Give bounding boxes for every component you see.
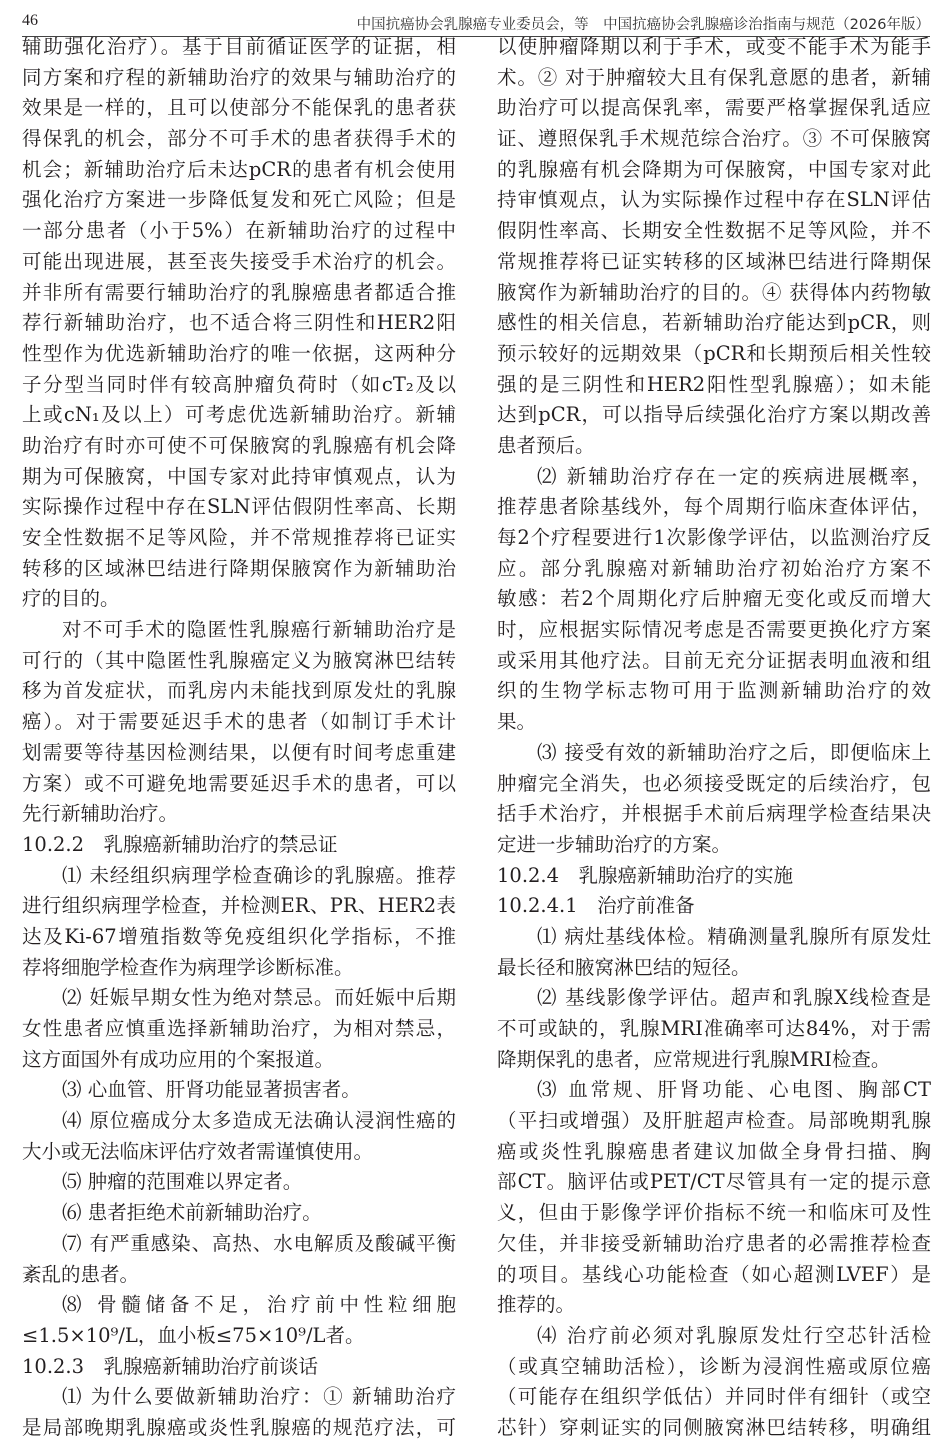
text-line: 降期保乳的患者，应常规进行乳腺MRI检查。	[497, 1047, 891, 1071]
text-line: 疗的目的。	[22, 587, 120, 611]
left-column	[22, 32, 456, 1444]
paragraph	[497, 32, 931, 462]
section-heading	[497, 891, 931, 922]
text-line: 或采用其他疗法。目前无充分证据表明血液和组	[497, 648, 931, 672]
text-line: 性型作为优选新辅助治疗的唯一依据，这两种分	[22, 341, 456, 365]
text-line: ⑵ 妊娠早期女性为绝对禁忌。而妊娠中后期	[62, 986, 456, 1010]
text-line: 术。② 对于肿瘤较大且有保乳意愿的患者，新辅	[497, 65, 931, 89]
paragraph	[22, 1382, 456, 1443]
text-line: 假阴性率高、长期安全性数据不足等风险，并不	[497, 219, 931, 243]
paragraph	[497, 983, 931, 1075]
paragraph	[22, 1198, 456, 1229]
text-line: 先行新辅助治疗。	[22, 802, 179, 826]
text-line: （可能存在组织学低估）并同时伴有细针（或空	[497, 1385, 931, 1409]
paragraph	[22, 1229, 456, 1290]
section-heading	[22, 1352, 456, 1383]
text-line: ⑴ 病灶基线体检。精确测量乳腺所有原发灶	[537, 924, 931, 948]
text-line: 是局部晚期乳腺癌或炎性乳腺癌的规范疗法，可	[22, 1415, 456, 1439]
text-line: 上或cN₁及以上）可考虑优选新辅助治疗。新辅	[22, 403, 456, 427]
text-line: ⑵ 新辅助治疗存在一定的疾病进展概率，	[537, 464, 931, 488]
text-line: 癌）。对于需要延迟手术的患者（如制订手术计	[22, 710, 456, 734]
text-line: 达到pCR，可以指导后续强化治疗方案以期改善	[497, 403, 931, 427]
text-line: 义，但由于影像学评价指标不统一和临床可及性	[497, 1201, 931, 1225]
text-line: 推荐的。	[497, 1293, 576, 1317]
paragraph	[22, 983, 456, 1075]
text-line: 实际操作过程中存在SLN评估假阴性率高、长期	[22, 495, 456, 519]
text-line: ≤1.5×10⁹/L，血小板≤75×10⁹/L者。	[22, 1323, 365, 1347]
text-line: 这方面国外有成功应用的个案报道。	[22, 1047, 335, 1071]
text-line: （或真空辅助活检），诊断为浸润性癌或原位癌	[497, 1354, 931, 1378]
text-line: 每2个疗程要进行1次影像学评估，以监测治疗反	[497, 526, 931, 549]
section-heading	[497, 861, 931, 892]
paragraph	[497, 738, 931, 861]
text-line: 的乳腺癌有机会降期为可保腋窝，中国专家对此	[497, 157, 931, 181]
text-line: 一部分患者（小于5%）在新辅助治疗的过程中	[22, 219, 456, 243]
paragraph	[497, 462, 931, 738]
text-line: ⑷ 原位癌成分太多造成无法确认浸润性癌的	[62, 1109, 456, 1133]
text-line: 女性患者应慎重选择新辅助治疗，为相对禁忌，	[22, 1017, 456, 1040]
paragraph	[497, 1075, 931, 1321]
text-line: （平扫或增强）及肝脏超声检查。局部晚期乳腺	[497, 1109, 931, 1133]
text-line: ⑷ 治疗前必须对乳腺原发灶行空芯针活检	[537, 1323, 931, 1347]
text-line: ⑶ 接受有效的新辅助治疗之后，即便临床上	[537, 740, 931, 764]
text-line: 10.2.3 乳腺癌新辅助治疗前谈话	[22, 1354, 319, 1378]
text-line: 定进一步辅助治疗的方案。	[497, 832, 732, 856]
running-title: 中国抗癌协会乳腺癌专业委员会，等 中国抗癌协会乳腺癌诊治指南与规范（2026年版）	[356, 17, 930, 33]
text-line: 10.2.2 乳腺癌新辅助治疗的禁忌证	[22, 832, 338, 856]
text-line: 可行的（其中隐匿性乳腺癌定义为腋窝淋巴结转	[22, 648, 456, 672]
text-line: 患者预后。	[497, 433, 595, 457]
paragraph	[22, 1290, 456, 1351]
text-line: 达及Ki-67增殖指数等免疫组织化学指标，不推	[22, 924, 456, 948]
text-line: 持审慎观点，认为实际操作过程中存在SLN评估	[497, 188, 931, 212]
text-line: 子分型当同时伴有较高肿瘤负荷时（如cT₂及以	[22, 372, 456, 396]
text-line: 癌或炎性乳腺癌患者建议加做全身骨扫描、胸	[497, 1139, 931, 1163]
text-line: 强化治疗方案进一步降低复发和死亡风险；但是	[22, 188, 456, 212]
text-line: 机会；新辅助治疗后未达pCR的患者有机会使用	[22, 157, 456, 181]
paragraph	[497, 1321, 931, 1444]
text-line: 紊乱的患者。	[22, 1262, 140, 1286]
text-line: 时，应根据实际情况考虑是否需要更换化疗方案	[497, 618, 931, 642]
text-line: 证、遵照保乳手术规范综合治疗。③ 不可保腋窝	[497, 127, 931, 151]
text-line: 助治疗可以提高保乳率，需要严格掌握保乳适应	[497, 96, 931, 120]
text-line: 并非所有需要行辅助治疗的乳腺癌患者都适合推	[22, 280, 456, 304]
text-line: 芯针）穿刺证实的同侧腋窝淋巴结转移，明确组	[497, 1415, 931, 1439]
text-line: 强的是三阴性和HER2阳性型乳腺癌）；如未能	[497, 372, 931, 396]
text-line: ⑻ 骨髓储备不足，治疗前中性粒细胞	[62, 1293, 456, 1317]
text-line: 感性的相关信息，若新辅助治疗能达到pCR，则	[497, 311, 931, 335]
text-line: 划需要等待基因检测结果，以便有时间考虑重建	[22, 740, 456, 764]
text-line: ⑶ 血常规、肝肾功能、心电图、胸部CT	[537, 1078, 931, 1102]
paragraph	[22, 1106, 456, 1167]
text-line: 安全性数据不足等风险，并不常规推荐将已证实	[22, 526, 456, 549]
text-line: 助治疗有时亦可使不可保腋窝的乳腺癌有机会降	[22, 433, 456, 457]
right-column	[497, 32, 931, 1444]
text-line: ⑸ 肿瘤的范围难以界定者。	[62, 1170, 303, 1194]
text-line: 可能出现进展，甚至丧失接受手术治疗的机会。	[22, 249, 456, 273]
text-line: 果。	[497, 710, 537, 734]
text-line: 最长径和腋窝淋巴结的短径。	[497, 955, 751, 979]
text-line: 预示较好的远期效果（pCR和长期预后相关性较	[497, 341, 931, 365]
text-line: 肿瘤完全消失，也必须接受既定的后续治疗，包	[497, 771, 931, 795]
text-line: 期为可保腋窝，中国专家对此持审慎观点，认为	[22, 464, 456, 488]
text-line: 10.2.4.1 治疗前准备	[497, 894, 695, 918]
text-line: 同方案和疗程的新辅助治疗的效果与辅助治疗的	[22, 65, 456, 89]
text-line: 荐行新辅助治疗，也不适合将三阴性和HER2阳	[22, 311, 456, 335]
text-line: ⑴ 未经组织病理学检查确诊的乳腺癌。推荐	[62, 863, 456, 887]
text-line: 括手术治疗，并根据手术前后病理学检查结果决	[497, 802, 931, 826]
text-line: 对不可手术的隐匿性乳腺癌行新辅助治疗是	[62, 618, 456, 642]
text-line: ⑶ 心血管、肝肾功能显著损害者。	[62, 1078, 361, 1102]
text-line: 部CT。脑评估或PET/CT尽管具有一定的提示意	[497, 1170, 931, 1194]
paragraph	[497, 922, 931, 983]
text-line: 敏感：若2个周期化疗后肿瘤无变化或反而增大	[497, 587, 931, 611]
text-line: 得保乳的机会，部分不可手术的患者获得手术的	[22, 127, 456, 151]
paragraph	[22, 1167, 456, 1198]
text-line: 推荐患者除基线外，每个周期行临床查体评估，	[497, 495, 931, 519]
text-line: 织的生物学标志物可用于监测新辅助治疗的效	[497, 679, 931, 703]
text-line: 转移的区域淋巴结进行降期保腋窝作为新辅助治	[22, 556, 456, 580]
page-number: 46	[22, 12, 38, 29]
text-line: 辅助强化治疗）。基于目前循证医学的证据，相	[22, 35, 456, 58]
text-line: 荐将细胞学检查作为病理学诊断标准。	[22, 955, 354, 979]
text-line: 10.2.4 乳腺癌新辅助治疗的实施	[497, 863, 794, 887]
text-line: ⑴ 为什么要做新辅助治疗：① 新辅助治疗	[62, 1385, 456, 1409]
paragraph	[22, 615, 456, 830]
text-line: ⑹ 患者拒绝术前新辅助治疗。	[62, 1201, 322, 1225]
paragraph	[22, 32, 456, 615]
paragraph	[22, 1075, 456, 1106]
text-line: 大小或无法临床评估疗效者需谨慎使用。	[22, 1139, 374, 1163]
text-line: 的项目。基线心功能检查（如心超测LVEF）是	[497, 1262, 931, 1286]
text-line: 效果是一样的，且可以使部分不能保乳的患者获	[22, 96, 456, 120]
text-line: 欠佳，并非接受新辅助治疗患者的必需推荐检查	[497, 1231, 931, 1255]
text-line: 腋窝作为新辅助治疗的目的。④ 获得体内药物敏	[497, 280, 931, 304]
text-line: 进行组织病理学检查，并检测ER、PR、HER2表	[22, 894, 456, 918]
text-line: 以使肿瘤降期以利于手术，或变不能手术为能手	[497, 35, 931, 58]
text-line: 常规推荐将已证实转移的区域淋巴结进行降期保	[497, 249, 931, 273]
text-line: 移为首发症状，而乳房内未能找到原发灶的乳腺	[22, 679, 456, 703]
section-heading	[22, 830, 456, 861]
text-line: ⑵ 基线影像学评估。超声和乳腺X线检查是	[537, 986, 931, 1010]
paragraph	[22, 861, 456, 984]
text-line: 不可或缺的，乳腺MRI准确率可达84%，对于需	[497, 1017, 931, 1040]
text-line: ⑺ 有严重感染、高热、水电解质及酸碱平衡	[62, 1231, 456, 1255]
text-line: 方案）或不可避免地需要延迟手术的患者，可以	[22, 771, 456, 795]
text-line: 应。部分乳腺癌对新辅助治疗初始治疗方案不	[497, 556, 931, 580]
